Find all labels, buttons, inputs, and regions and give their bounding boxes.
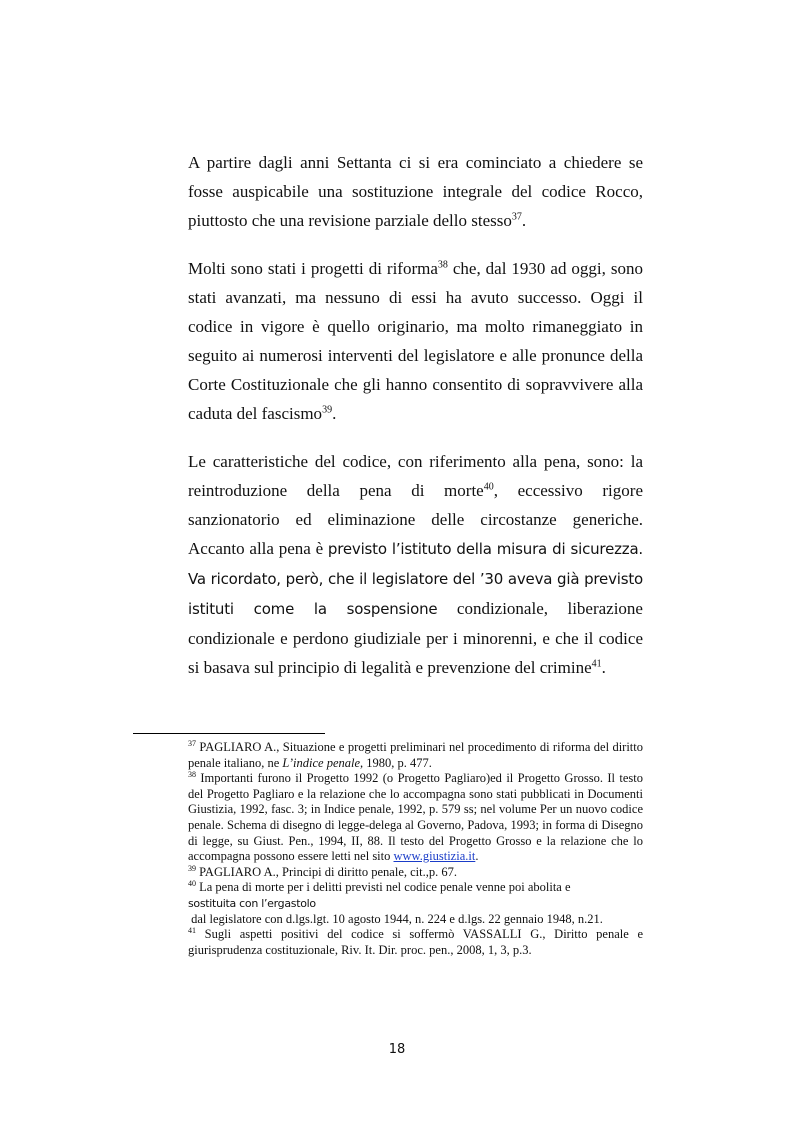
footnote-40 — [188, 880, 643, 927]
paragraph-text: , eccessivo rigore sanzionatorio ed eliminazione delle circostanze generiche. Accanto alla pena è — [188, 481, 643, 558]
footnote-number: 41 — [188, 925, 196, 935]
paragraph-text-sans: previsto l’istituto della misura di sicurezza. Va ricordato, però, che il legislatore del ’30 aveva già previsto istituti come la sospensione — [188, 540, 644, 618]
paragraph-end: . — [601, 658, 606, 677]
footnote-italic: L’indice penale, — [282, 755, 364, 770]
footnote-ref[interactable]: 41 — [591, 658, 602, 670]
paragraph-2 — [188, 254, 643, 428]
footnote-39 — [188, 865, 643, 881]
giustizia-link[interactable]: www.giustizia.it — [393, 849, 476, 864]
footnote-text: PAGLIARO A., Situazione e progetti preliminari nel procedimento di riforma del diritto penale italiano, ne — [188, 740, 643, 770]
footnote-37 — [188, 740, 643, 771]
paragraph-text: condizionale, liberazione condizionale e perdono giudiziale per i minorenni, e che il codice si basava sul principio di legalità e prevenzione del crimine — [188, 599, 643, 677]
footnote-ref[interactable]: 40 — [483, 481, 494, 493]
footnote-text: dal legislatore con d.lgs.lgt. 10 agosto 1944, n. 224 e d.lgs. 22 gennaio 1948, n.21. — [191, 911, 603, 926]
paragraph-end: . — [332, 404, 337, 423]
paragraph-text: Molti sono stati i progetti di riforma — [188, 259, 438, 278]
body-text — [188, 148, 643, 701]
footnote-text: 1980, p. 477. — [363, 755, 432, 770]
footnote-text: Sugli aspetti positivi del codice si soffermò VASSALLI G., Diritto penale e giurisprudenza costituzionale, Riv. It. Dir. proc. pen., 2008, 1, 3, p.3. — [188, 927, 643, 957]
footnote-text: PAGLIARO A., Principi di diritto penale, cit.,p. 67. — [196, 864, 457, 879]
footnote-text: Importanti furono il Progetto 1992 (o Progetto Pagliaro)ed il Progetto Grosso. Il testo del Progetto Pagliaro e la relazione che lo accompagna sono stati pubblicati in Documenti Giustizia, 1992, fasc. 3; in Indice penale, 1992, p. 579 ss; nel volume Per un nuovo codice penale. Schema di disegno di legge-delega al Governo, Padova, 1993; in forma di Disegno di legge, su Giust. Pen., 1994, II, 88. Il testo del Progetto Grosso e la relazione che lo accompagna possono essere letti nel sito — [188, 771, 643, 864]
footnote-ref[interactable]: 39 — [322, 404, 333, 416]
footnote-number: 40 — [188, 879, 196, 889]
page-number: 18 — [388, 1042, 406, 1057]
footnote-ref[interactable]: 38 — [437, 259, 448, 271]
paragraph-text: A partire dagli anni Settanta ci si era cominciato a chiedere se fosse auspicabile una sostituzione integrale del codice Rocco, piuttosto che una revisione parziale dello stesso — [188, 153, 643, 230]
footnote-number: 39 — [188, 863, 196, 873]
paragraph-end: . — [521, 211, 527, 230]
footnote-38 — [188, 771, 643, 865]
paragraph-text: che, dal 1930 ad oggi, sono stati avanzati, ma nessuno di essi ha avuto successo. Oggi il codice in vigore è quello originario, ma molto rimaneggiato in seguito ai numerosi interventi del legislatore e alle pronunce della Corte Costituzionale che gli hanno consentito di sopravvivere alla caduta del fascismo — [188, 259, 643, 423]
paragraph-1 — [188, 148, 643, 235]
footnote-number: 37 — [188, 738, 196, 748]
footnotes — [188, 740, 643, 958]
footnote-ref[interactable]: 37 — [511, 211, 522, 223]
footnote-number: 38 — [188, 770, 196, 780]
footnote-end: . — [475, 849, 479, 864]
paragraph-3 — [188, 447, 643, 682]
footnote-text: La pena di morte per i delitti previsti nel codice penale venne poi abolita e — [196, 880, 571, 895]
footnote-text-narrow: sostituita con l’ergastolo — [188, 896, 316, 910]
footnote-41 — [188, 927, 643, 958]
footnote-separator — [133, 733, 325, 734]
paragraph-text: Le caratteristiche del codice, con riferimento alla pena, sono: la reintroduzione della pena di morte — [188, 452, 643, 500]
